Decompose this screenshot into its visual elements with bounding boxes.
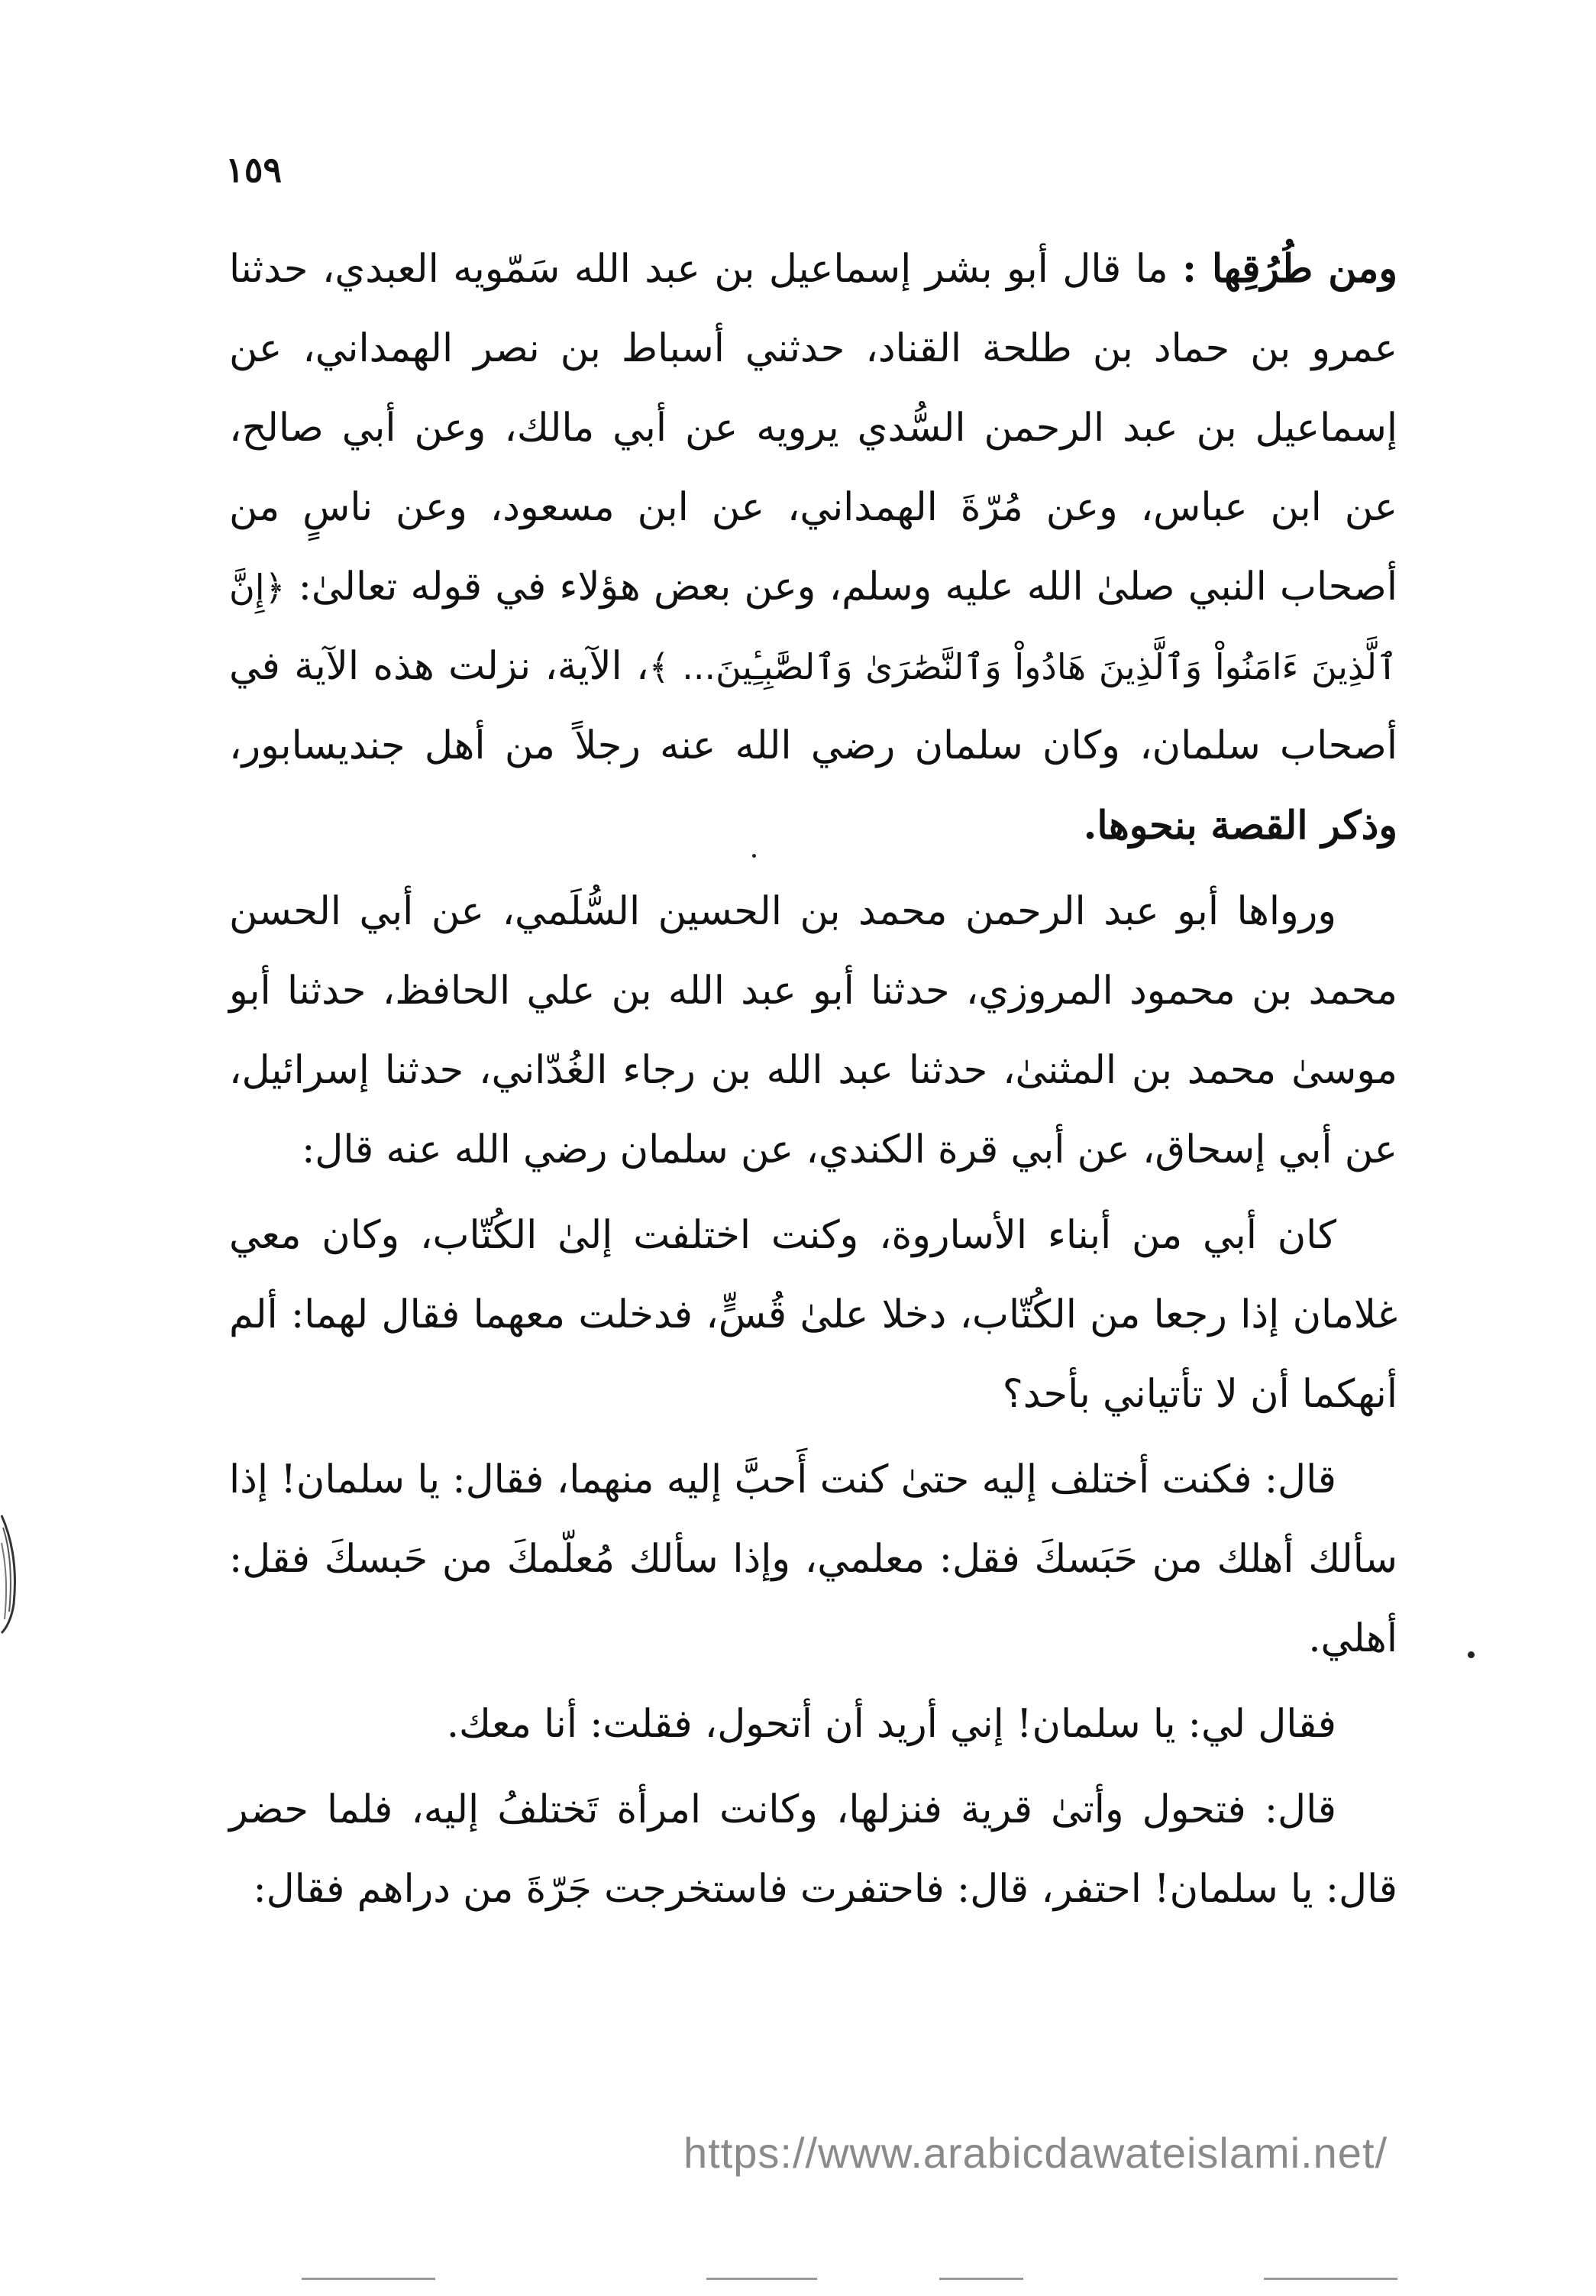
scan-speck: [1468, 1651, 1475, 1658]
paragraph-6: قال: فتحول وأتىٰ قرية فنزلها، وكانت امرأة تَختلفُ إليه، فلما حضر قال: يا سلمان! احتفر، قال: فاحتفرت فاستخرجت جَرّةَ من دراهم فقال:: [229, 1787, 1397, 1912]
paragraph-text-continued: ، الآية، نزلت هذه الآية في أصحاب سلمان، وكان سلمان رضي الله عنه رجلاً من أهل جنديسابور،: [229, 644, 1397, 768]
paragraph-5: فقال لي: يا سلمان! إني أريد أن أتحول، فقلت: أنا معك.: [446, 1702, 1336, 1747]
paragraph-3: كان أبي من أبناء الأساروة، وكنت اختلفت إلىٰ الكُتّاب، وكان معي غلامان إذا رجعا من الكُتّاب، دخلا علىٰ قُسٍّ، فدخلت معهما فقال لهما: ألم أنهكما أن لا تأتياني بأحد؟: [229, 1213, 1397, 1417]
footer-rule: [706, 2278, 817, 2280]
footer-rule: [939, 2278, 1023, 2280]
paragraph-lead: ومن طُرُقِها :: [1182, 246, 1397, 292]
footer-rule: [1264, 2278, 1397, 2280]
page-number: ١٥٩: [225, 149, 283, 190]
paragraph-2: ورواها أبو عبد الرحمن محمد بن الحسين السُّلَمي، عن أبي الحسن محمد بن محمود المروزي، حدثنا أبو عبد الله بن علي الحافظ، حدثنا أبو موسىٰ محمد بن المثنىٰ، حدثنا عبد الله بن رجاء الغُدّاني، حدثنا إسرائيل، عن أبي إسحاق، عن أبي قرة الكندي، عن سلمان رضي الله عنه قال:: [229, 889, 1397, 1172]
body-text: [229, 229, 1397, 1935]
watermark-url: https://www.arabicdawateislami.net/: [683, 2129, 1388, 2177]
paragraph-tail: وذكر القصة بنحوها.: [1083, 803, 1397, 849]
binding-edge-mark: [0, 1512, 20, 1635]
scan-speck: [752, 854, 756, 858]
footer-rule: [302, 2278, 435, 2280]
paragraph-4: قال: فكنت أختلف إليه حتىٰ كنت أَحبَّ إليه منهما، فقال: يا سلمان! إذا سألك أهلك من حَبَسكَ فقل: معلمي، وإذا سألك مُعلّمكَ من حَبسكَ فقل: أهلي.: [229, 1457, 1397, 1661]
paragraph-text: ما قال أبو بشر إسماعيل بن عبد الله سَمّويه العبدي، حدثنا عمرو بن حماد بن طلحة القناد، حدثني أسباط بن نصر الهمداني، عن إسماعيل بن عبد الرحمن السُّدي يرويه عن أبي مالك، وعن أبي صالح، عن ابن عباس، وعن مُرّةَ الهمداني، عن ابن مسعود، وعن ناسٍ من أصحاب النبي صلىٰ الله عليه وسلم، وعن بعض هؤلاء في قوله تعالىٰ:: [229, 247, 1397, 610]
quran-verse: ﴿إِنَّ ٱلَّذِينَ ءَامَنُواْ وَٱلَّذِينَ هَادُواْ وَٱلنَّصَٰرَىٰ وَٱلصَّٰبِـِٔينَ... ﴾: [229, 567, 1398, 687]
paragraph-1: [229, 229, 1397, 866]
